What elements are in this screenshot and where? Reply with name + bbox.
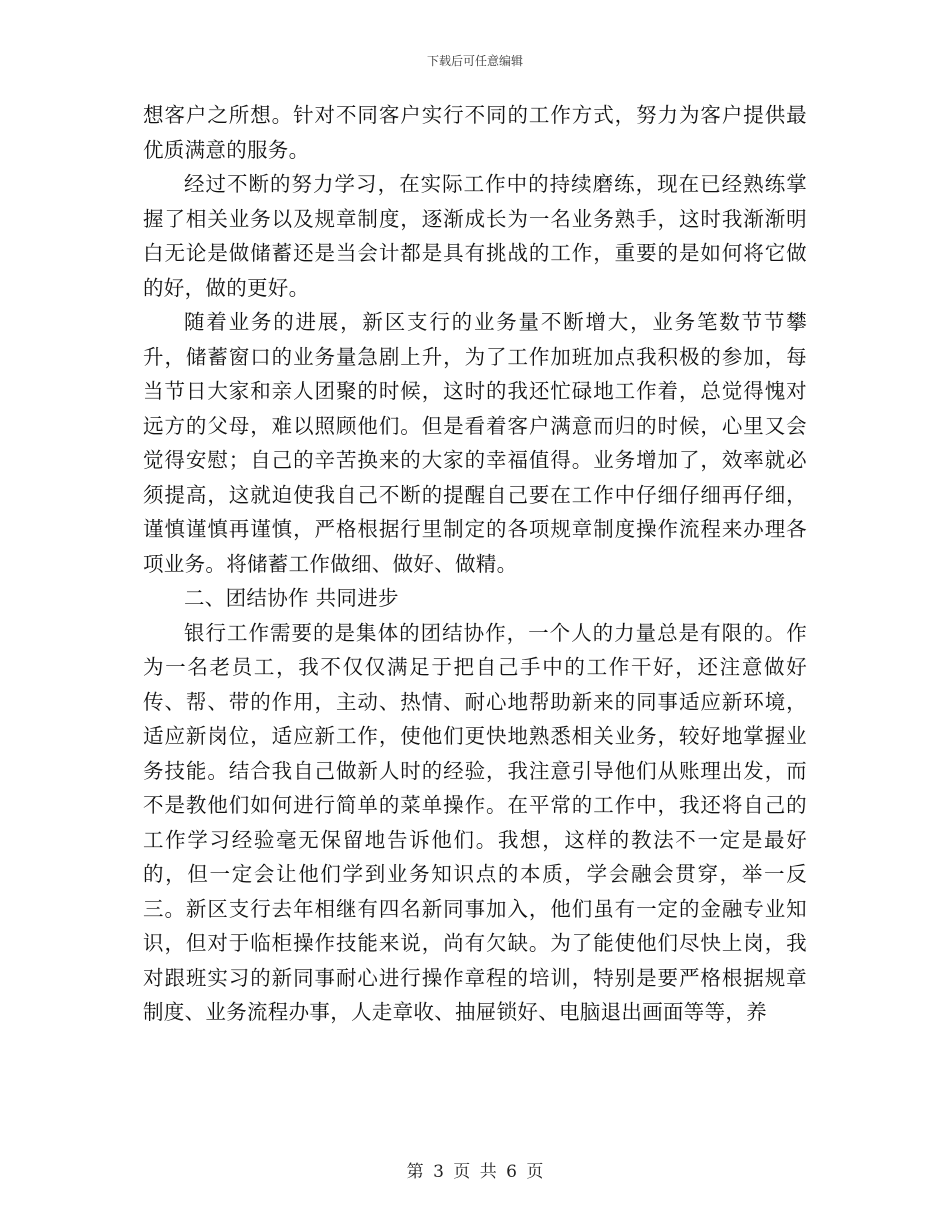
document-body [143,98,807,1030]
section-heading: 二、团结协作 共同进步 [184,586,399,610]
page-header: 下载后可任意编辑 [426,54,523,68]
paragraph-2: 经过不断的努力学习，在实际工作中的持续磨练，现在已经熟练掌握了相关业务以及规章制度，逐渐成长为一名业务熟手，这时我渐渐明白无论是做储蓄还是当会计都是具有挑战的工作，重要的是如何将它做的好，做的更好。 [143,172,807,300]
paragraph-3: 随着业务的进展，新区支行的业务量不断增大，业务笔数节节攀升，储蓄窗口的业务量急剧上升，为了工作加班加点我积极的参加，每当节日大家和亲人团聚的时候，这时的我还忙碌地工作着，总觉得愧对远方的父母，难以照顾他们。但是看着客户满意而归的时候，心里又会觉得安慰；自己的辛苦换来的大家的幸福值得。业务增加了，效率就必须提高，这就迫使我自己不断的提醒自己要在工作中仔细仔细再仔细，谨慎谨慎再谨慎，严格根据行里制定的各项规章制度操作流程来办理各项业务。将储蓄工作做细、做好、做精。 [143,310,807,576]
paragraph-4: 银行工作需要的是集体的团结协作，一个人的力量总是有限的。作为一名老员工，我不仅仅满足于把自己手中的工作干好，还注意做好传、帮、带的作用，主动、热情、耐心地帮助新来的同事适应新环境，适应新岗位，适应新工作，使他们更快地熟悉相关业务，较好地掌握业务技能。结合我自己做新人时的经验，我注意引导他们从账理出发，而不是教他们如何进行简单的菜单操作。在平常的工作中，我还将自己的工作学习经验毫无保留地告诉他们。我想，这样的教法不一定是最好的，但一定会让他们学到业务知识点的本质，学会融会贯穿，举一反三。新区支行去年相继有四名新同事加入，他们虽有一定的金融专业知识，但对于临柜操作技能来说，尚有欠缺。为了能使他们尽快上岗，我对跟班实习的新同事耐心进行操作章程的培训，特别是要严格根据规章制度、业务流程办事，人走章收、抽屉锁好、电脑退出画面等等，养 [143,620,807,1024]
paragraph-1: 想客户之所想。针对不同客户实行不同的工作方式，努力为客户提供最优质满意的服务。 [143,103,807,162]
page-footer: 第 3 页 共 6 页 [406,1162,544,1182]
